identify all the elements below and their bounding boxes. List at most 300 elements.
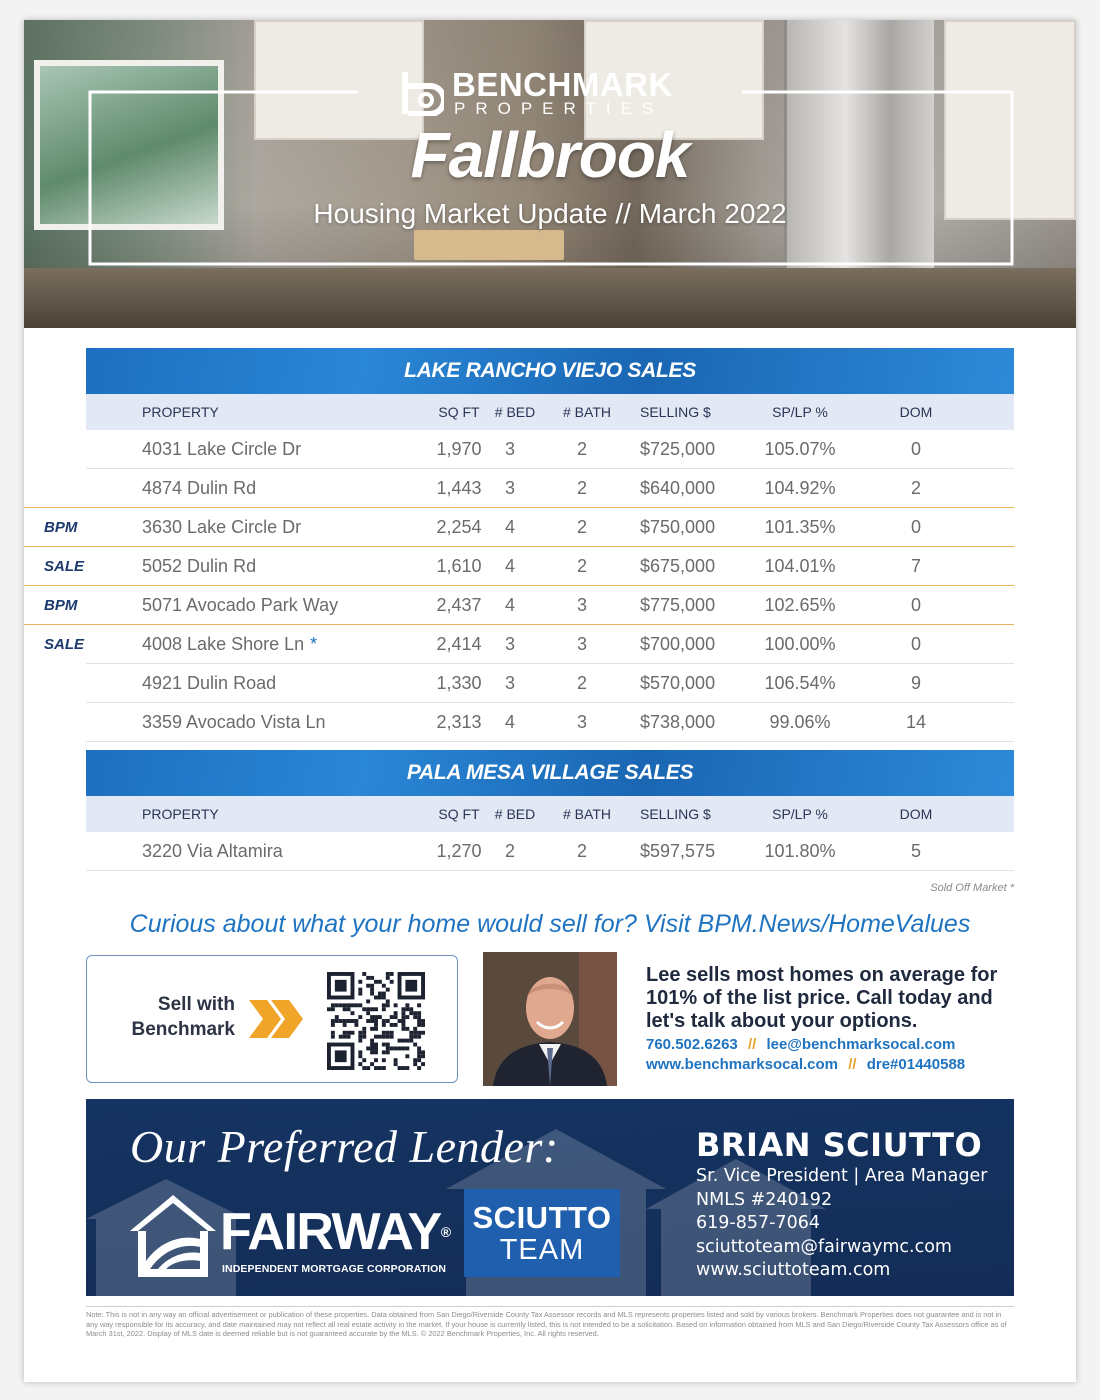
col-splp: SP/LP % <box>772 404 828 420</box>
qr-code-icon[interactable] <box>327 972 425 1070</box>
flyer-page <box>24 20 1076 1382</box>
col-sqft: SQ FT <box>438 404 480 420</box>
cell-dom: 5 <box>910 841 921 861</box>
qr-module <box>335 1019 339 1023</box>
qr-module <box>413 1011 417 1015</box>
qr-module <box>335 980 347 992</box>
qr-module <box>335 1015 339 1019</box>
qr-module <box>366 1007 370 1011</box>
cell-selling: $700,000 <box>640 634 716 654</box>
cell-selling: $775,000 <box>640 595 716 615</box>
qr-module <box>370 984 374 988</box>
table-row <box>86 832 1014 871</box>
agent-blurb: Lee sells most homes on average for 101% of the list price. Call today and let's talk about your options. <box>646 964 998 1032</box>
qr-module <box>370 1046 374 1050</box>
qr-module <box>331 1031 335 1035</box>
fairway-name: FAIRWAY <box>220 1203 441 1261</box>
cell-selling: $750,000 <box>640 517 716 537</box>
bpm-sale-rule <box>24 624 86 625</box>
qr-module <box>401 1011 405 1015</box>
agent-contact-line-2 <box>646 1055 1026 1075</box>
qr-module <box>378 1066 382 1070</box>
cell-dom: 14 <box>905 712 927 732</box>
qr-module <box>390 1023 394 1027</box>
qr-module <box>382 1043 386 1047</box>
separator: // <box>848 1056 857 1073</box>
qr-module <box>374 1043 378 1047</box>
qr-module <box>398 1019 402 1023</box>
cell-dom: 2 <box>910 478 921 498</box>
qr-module <box>331 1023 335 1027</box>
qr-module <box>394 1011 398 1015</box>
qr-module <box>378 992 382 996</box>
qr-module <box>374 996 378 1000</box>
qr-module <box>417 1031 421 1035</box>
qr-module <box>386 988 390 992</box>
qr-module <box>347 1019 351 1023</box>
qr-module <box>401 1046 405 1050</box>
qr-module <box>378 1015 382 1019</box>
cell-bed: 2 <box>504 841 515 861</box>
qr-module <box>370 1039 374 1043</box>
qr-module <box>382 1023 386 1027</box>
cell-bath: 2 <box>576 478 587 498</box>
qr-module <box>417 1054 421 1058</box>
agent-email[interactable]: lee@benchmarksocal.com <box>766 1036 956 1053</box>
cell-property: 4921 Dulin Road <box>142 673 277 693</box>
qr-module <box>358 1015 362 1019</box>
qr-module <box>374 1035 378 1039</box>
table-row <box>86 664 1014 703</box>
lender-name: BRIAN SCIUTTO <box>696 1126 983 1164</box>
hero-banner <box>24 20 1076 328</box>
qr-module <box>343 1035 347 1039</box>
cell-bath: 3 <box>576 634 587 654</box>
qr-module <box>398 1039 402 1043</box>
qr-module <box>358 1035 362 1039</box>
cell-sqft: 1,443 <box>436 478 482 498</box>
cell-splp: 101.80% <box>764 841 836 861</box>
cell-bed: 4 <box>504 712 515 732</box>
table-body <box>86 832 1014 871</box>
col-dom: DOM <box>899 404 933 420</box>
qr-module <box>370 1015 374 1019</box>
cell-splp: 104.92% <box>764 478 836 498</box>
qr-module <box>405 1054 409 1058</box>
qr-module <box>401 1015 405 1019</box>
qr-module <box>405 1046 409 1050</box>
qr-module <box>398 1046 402 1050</box>
cell-property: 3630 Lake Circle Dr <box>142 517 302 537</box>
qr-module <box>405 980 417 992</box>
qr-module <box>398 1066 402 1070</box>
cell-sqft: 1,270 <box>436 841 482 861</box>
qr-module <box>374 980 378 984</box>
cell-bath: 2 <box>576 517 587 537</box>
cell-dom: 0 <box>910 439 921 459</box>
qr-module <box>343 1003 347 1007</box>
qr-module <box>386 976 390 980</box>
qr-module <box>374 1023 378 1027</box>
fairway-house-icon <box>128 1191 218 1279</box>
qr-module <box>405 1015 409 1019</box>
qr-module <box>366 1019 370 1023</box>
qr-module <box>421 1031 425 1035</box>
qr-module <box>421 1019 425 1023</box>
table-row <box>86 586 1014 625</box>
col-property: PROPERTY <box>142 806 219 822</box>
cell-property: 5052 Dulin Rd <box>142 556 257 576</box>
qr-module <box>382 996 386 1000</box>
qr-module <box>413 1015 417 1019</box>
qr-module <box>366 1011 370 1015</box>
qr-module <box>417 1046 421 1050</box>
qr-module <box>405 1039 409 1043</box>
bpm-sale-tag: BPM SALE <box>44 597 85 653</box>
qr-module <box>390 972 394 976</box>
qr-module <box>358 1003 362 1007</box>
cell-bath: 3 <box>576 712 587 732</box>
sell-with-benchmark-box[interactable] <box>86 955 458 1083</box>
cell-property: 3220 Via Altamira <box>142 841 283 861</box>
qr-module <box>401 1023 405 1027</box>
qr-module <box>358 992 362 996</box>
cell-sqft: 2,313 <box>436 712 482 732</box>
qr-module <box>362 1066 366 1070</box>
fairway-subtitle: INDEPENDENT MORTGAGE CORPORATION <box>222 1263 447 1275</box>
cell-property-wrap <box>142 625 317 664</box>
qr-module <box>394 1023 398 1027</box>
qr-module <box>401 1039 405 1043</box>
col-selling: SELLING $ <box>640 404 711 420</box>
qr-module <box>358 1050 362 1054</box>
cell-dom: 7 <box>910 556 921 576</box>
col-bed: # BED <box>494 404 536 420</box>
home-values-cta[interactable]: Curious about what your home would sell for? Visit BPM.News/HomeValues <box>129 910 971 938</box>
cell-splp: 105.07% <box>764 439 836 459</box>
qr-module <box>366 976 370 980</box>
report-subtitle: Housing Market Update // March 2022 <box>313 198 787 229</box>
qr-module <box>405 1027 409 1031</box>
qr-module <box>409 1011 413 1015</box>
cell-splp: 99.06% <box>769 712 831 732</box>
cell-sqft: 2,254 <box>436 517 482 537</box>
qr-module <box>370 1027 374 1031</box>
lender-contact <box>696 1125 1006 1283</box>
qr-module <box>374 1027 378 1031</box>
separator: // <box>747 1036 757 1053</box>
qr-module <box>417 1019 421 1023</box>
qr-module <box>386 1035 390 1039</box>
cell-dom: 0 <box>910 517 921 537</box>
qr-module <box>382 1058 386 1062</box>
cell-bed: 4 <box>504 556 515 576</box>
registered-mark: ® <box>440 1224 452 1240</box>
lender-nmls: NMLS #240192 <box>696 1189 833 1210</box>
lender-email[interactable]: sciuttoteam@fairwaymc.com <box>696 1236 952 1257</box>
qr-module <box>351 1003 355 1007</box>
qr-module <box>401 1007 405 1011</box>
sell-with-benchmark-text <box>113 992 235 1042</box>
qr-module <box>417 1003 421 1007</box>
qr-module <box>386 1046 390 1050</box>
cell-splp: 101.35% <box>764 517 836 537</box>
qr-module <box>358 988 362 992</box>
qr-module <box>343 1031 347 1035</box>
benchmark-logo <box>400 68 700 124</box>
qr-module <box>378 980 382 984</box>
qr-module <box>343 1023 347 1027</box>
col-bath: # BATH <box>563 806 611 822</box>
qr-module <box>417 1066 421 1070</box>
qr-module <box>354 1023 358 1027</box>
cell-property: 4031 Lake Circle Dr <box>142 439 302 459</box>
cell-selling: $675,000 <box>640 556 716 576</box>
qr-module <box>382 1035 386 1039</box>
qr-module <box>413 1058 417 1062</box>
qr-module <box>347 1035 351 1039</box>
sell-line-2: Benchmark <box>131 1019 235 1040</box>
col-bed: # BED <box>494 806 536 822</box>
footer-divider <box>86 1306 1014 1307</box>
qr-module <box>354 1003 358 1007</box>
fairway-logo-text <box>220 1205 451 1259</box>
qr-module <box>386 1050 390 1054</box>
cell-splp: 102.65% <box>764 595 836 615</box>
qr-module <box>362 1007 366 1011</box>
preferred-lender-banner <box>86 1099 1014 1296</box>
cell-bath: 2 <box>576 439 587 459</box>
cell-dom: 0 <box>910 595 921 615</box>
qr-module <box>417 1023 421 1027</box>
agent-photo <box>483 952 617 1086</box>
qr-module <box>421 1062 425 1066</box>
col-bath: # BATH <box>563 404 611 420</box>
qr-module <box>335 1003 339 1007</box>
benchmark-b-icon <box>400 70 444 116</box>
qr-module <box>331 1035 335 1039</box>
table-row <box>86 625 1014 664</box>
qr-module <box>421 1050 425 1054</box>
qr-module <box>386 972 390 976</box>
qr-module <box>374 1019 378 1023</box>
sales-table-lake-rancho-viejo <box>86 348 1014 742</box>
qr-module <box>417 1050 421 1054</box>
cell-sqft: 2,437 <box>436 595 482 615</box>
brand-name: BENCHMARK <box>452 66 673 103</box>
lender-website[interactable]: www.sciuttoteam.com <box>696 1260 891 1280</box>
bpm-sale-rule <box>24 507 86 508</box>
sciutto-badge-line-1: SCIUTTO <box>472 1200 612 1235</box>
qr-module <box>417 1011 421 1015</box>
qr-module <box>370 1050 374 1054</box>
qr-module <box>401 1066 405 1070</box>
qr-module <box>386 1043 390 1047</box>
cell-bed: 3 <box>504 439 515 459</box>
cell-bed: 3 <box>504 634 515 654</box>
qr-module <box>370 988 374 992</box>
table-row <box>86 430 1014 469</box>
qr-module <box>370 1062 374 1066</box>
sciutto-team-badge <box>464 1189 620 1277</box>
sciutto-badge-line-2: TEAM <box>499 1234 585 1266</box>
qr-module <box>362 1058 366 1062</box>
qr-module <box>413 1031 417 1035</box>
qr-module <box>331 1007 335 1011</box>
cell-sqft: 1,330 <box>436 673 482 693</box>
cell-splp: 100.00% <box>764 634 836 654</box>
agent-website[interactable]: www.benchmarksocal.com <box>646 1056 839 1073</box>
qr-module <box>390 1046 394 1050</box>
qr-module <box>394 1058 398 1062</box>
qr-module <box>362 1027 366 1031</box>
agent-phone[interactable]: 760.502.6263 <box>646 1036 738 1053</box>
qr-module <box>327 1007 331 1011</box>
brand-subname: PROPERTIES <box>454 99 664 118</box>
qr-module <box>382 1003 386 1007</box>
qr-module <box>413 1035 417 1039</box>
qr-module <box>370 976 374 980</box>
cell-property: 5071 Avocado Park Way <box>142 595 339 615</box>
agent-contact <box>646 1035 1026 1075</box>
qr-module <box>421 1023 425 1027</box>
table-row <box>86 469 1014 508</box>
qr-module <box>417 1015 421 1019</box>
cell-selling: $738,000 <box>640 712 716 732</box>
qr-module <box>390 1035 394 1039</box>
qr-module <box>366 1046 370 1050</box>
qr-module <box>335 1050 347 1062</box>
col-dom: DOM <box>899 806 933 822</box>
cell-sqft: 1,610 <box>436 556 482 576</box>
qr-module <box>417 1035 421 1039</box>
cell-selling: $597,575 <box>640 841 716 861</box>
col-sqft: SQ FT <box>438 806 480 822</box>
table-title: PALA MESA VILLAGE SALES <box>86 750 1014 796</box>
cell-dom: 9 <box>910 673 921 693</box>
cell-property: 3359 Avocado Vista Ln <box>142 712 326 732</box>
qr-module <box>374 1050 378 1054</box>
bpm-sale-tag: BPM SALE <box>44 519 85 575</box>
qr-module <box>401 1027 405 1031</box>
table-row <box>86 547 1014 586</box>
qr-module <box>374 1046 378 1050</box>
cell-bed: 4 <box>504 595 515 615</box>
double-chevron-right-icon <box>247 998 305 1040</box>
sell-line-1: Sell with <box>157 994 235 1015</box>
qr-module <box>362 1035 366 1039</box>
qr-module <box>401 1019 405 1023</box>
cell-bed: 3 <box>504 478 515 498</box>
qr-module <box>351 1019 355 1023</box>
qr-module <box>382 1019 386 1023</box>
qr-module <box>394 1046 398 1050</box>
qr-module <box>386 1003 390 1007</box>
cell-selling: $570,000 <box>640 673 716 693</box>
sold-off-market-note: Sold Off Market * <box>930 882 1014 894</box>
lender-phone[interactable]: 619-857-7064 <box>696 1213 820 1233</box>
lender-title: Sr. Vice President | Area Manager <box>696 1166 988 1186</box>
qr-module <box>362 972 366 976</box>
qr-module <box>378 1035 382 1039</box>
qr-module <box>331 1019 335 1023</box>
col-property: PROPERTY <box>142 404 219 420</box>
sold-off-market-star: * <box>310 634 318 654</box>
qr-module <box>409 1039 413 1043</box>
qr-module <box>374 1066 378 1070</box>
qr-module <box>394 1062 398 1066</box>
qr-module <box>405 1066 409 1070</box>
qr-module <box>409 1007 413 1011</box>
qr-module <box>409 1031 413 1035</box>
qr-module <box>339 1035 343 1039</box>
qr-module <box>378 996 382 1000</box>
qr-module <box>390 1031 394 1035</box>
table-header-row <box>86 796 1014 832</box>
qr-module <box>347 1003 351 1007</box>
qr-module <box>421 1054 425 1058</box>
city-title: Fallbrook <box>410 119 690 191</box>
table-header-row <box>86 394 1014 430</box>
qr-module <box>386 1031 390 1035</box>
qr-module <box>386 1019 390 1023</box>
qr-module <box>405 1007 409 1011</box>
qr-module <box>394 1003 398 1007</box>
qr-module <box>343 1007 347 1011</box>
cell-bath: 2 <box>576 556 587 576</box>
cell-selling: $640,000 <box>640 478 716 498</box>
qr-module <box>366 999 370 1003</box>
cell-bath: 2 <box>576 841 587 861</box>
qr-module <box>374 1015 378 1019</box>
qr-module <box>351 1011 355 1015</box>
qr-module <box>358 980 362 984</box>
qr-module <box>390 1015 394 1019</box>
cell-bath: 3 <box>576 595 587 615</box>
qr-module <box>358 1062 362 1066</box>
qr-module <box>347 1031 351 1035</box>
qr-module <box>374 1058 378 1062</box>
agent-portrait-image <box>483 952 617 1086</box>
qr-module <box>370 1019 374 1023</box>
qr-module <box>382 1050 386 1054</box>
table-row <box>86 508 1014 547</box>
cell-property: 4874 Dulin Rd <box>142 478 257 498</box>
cell-dom: 0 <box>910 634 921 654</box>
qr-module <box>382 1066 386 1070</box>
qr-module <box>354 1019 358 1023</box>
cell-bath: 2 <box>576 673 587 693</box>
bpm-sale-rule <box>24 585 86 586</box>
qr-module <box>370 992 374 996</box>
cell-property: 4008 Lake Shore Ln <box>142 634 305 654</box>
qr-module <box>413 1043 417 1047</box>
qr-module <box>366 1066 370 1070</box>
qr-module <box>374 1007 378 1011</box>
cell-splp: 106.54% <box>764 673 836 693</box>
qr-module <box>409 1035 413 1039</box>
agent-dre: dre#01440588 <box>866 1056 966 1073</box>
table-body <box>86 430 1014 742</box>
cell-splp: 104.01% <box>764 556 836 576</box>
qr-module <box>358 1054 362 1058</box>
qr-module <box>382 1007 386 1011</box>
qr-module <box>351 1031 355 1035</box>
qr-module <box>343 1019 347 1023</box>
legal-disclaimer: Note: This is not in any way an official advertisement or publication of these properties. Data obtained from San Diego/Riverside County Tax Assessor records and MLS represents properties listed and sold by various brokers. Benchmark Properties does not guarantee and is not in any way responsible for its accuracy, and date maintained may not reflect all real estate activity in the market. If your house is currently listed, this is not intended to be a solicitation. Based on information obtained from MLS and San Diego/Riverside County Tax Assessors office as of March 31st, 2022. Display of MLS date is deemed reliable but is not guaranteed accurate by the MLS. © 2022 Benchmark Properties, Inc. All rights reserved. <box>86 1310 1007 1338</box>
cell-selling: $725,000 <box>640 439 716 459</box>
col-splp: SP/LP % <box>772 806 828 822</box>
